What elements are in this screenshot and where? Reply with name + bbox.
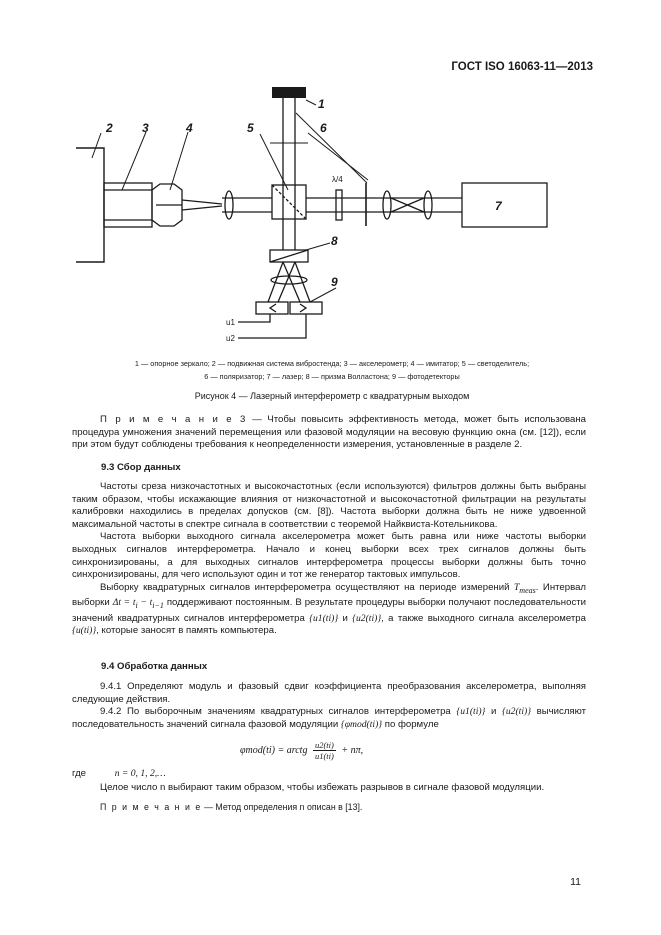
vibrator-body	[76, 148, 104, 262]
text: и	[485, 706, 503, 718]
formula-numerator: u2(ti)	[314, 740, 334, 750]
note-3-label: П р и м е ч а н и е 3	[100, 414, 247, 425]
text: , а также выходного сигнала акселерометра	[381, 612, 586, 624]
quarter-wave-plate	[336, 190, 342, 220]
label-3: 3	[142, 121, 149, 135]
lens-right-2	[424, 191, 432, 219]
formula-part: Δt = t	[112, 597, 136, 609]
section-9-3-heading: 9.3 Сбор данных	[101, 462, 181, 473]
legend-line-2: 6 — поляризатор; 7 — лазер; 8 — призма Волластона; 9 — фотодетекторы	[204, 372, 460, 381]
label-5: 5	[247, 121, 254, 135]
paragraph	[72, 582, 586, 638]
note-3	[72, 414, 586, 452]
lens-right-1	[383, 191, 391, 219]
label-8: 8	[331, 234, 338, 248]
phase-formula	[240, 740, 363, 761]
where-line	[72, 768, 586, 781]
interferometer-diagram	[0, 0, 661, 360]
section-9-4-body	[72, 681, 586, 731]
figure-legend	[62, 357, 602, 383]
seq-u1: {u1(ti)}	[456, 706, 486, 718]
seq-u2: {u2(ti)}	[502, 706, 532, 718]
reference-mirror	[272, 87, 306, 98]
paragraph: 9.4.1 Определяют модуль и фазовый сдвиг коэффициента преобразования акселерометра, выполняя следующие действия.	[72, 681, 586, 705]
text: . Интервал выборки	[72, 581, 586, 609]
paragraph-n-choice	[72, 782, 586, 795]
subscript: meas	[519, 585, 536, 595]
page-number: 11	[570, 876, 581, 888]
lens-left	[225, 191, 233, 219]
label-u1: u1	[226, 318, 235, 327]
symbol-T: T	[513, 581, 520, 593]
paragraph: Частоты среза низкочастотных и высокочастотных (если используются) фильтров должны быть выбраны таким образом, чтобы искажающие влияния от низкочастотной и высокочастотной фильтрации на результаты калибровки находились в пределах допусков (см. [8]). Частота выборки должна быть не ниже удвоенной максимальной частоты в спектре сигнала в соответствии с теоремой Найквиста-Котельникова.	[72, 481, 586, 530]
formula-lhs: φmod(ti) = arctg	[240, 744, 308, 756]
text: вычисляют последовательность значений сигнала фазовой модуляции	[72, 706, 586, 730]
seq-u1: {u1(ti)}	[309, 612, 339, 624]
label-u2: u2	[226, 334, 235, 343]
seq-u: {u(ti)}	[72, 625, 97, 637]
label-4: 4	[186, 121, 193, 135]
paragraph: Целое число n выбирают таким образом, чтобы избежать разрывов в сигнале фазовой модуляции.	[100, 782, 545, 793]
formula-rhs: + nπ,	[341, 744, 364, 756]
where-text: n = 0, 1, 2,…	[114, 768, 166, 779]
subscript: i−1	[152, 601, 164, 611]
seq-u2: {u2(ti)}	[352, 612, 382, 624]
where-label: где	[72, 768, 87, 779]
laser	[462, 183, 547, 227]
note-text: — Метод определения n описан в [13].	[201, 802, 363, 812]
seq-phi: {φmod(ti)}	[340, 718, 383, 730]
section-9-3-body	[72, 481, 586, 638]
figure-title: Рисунок 4 — Лазерный интерферометр с квадратурным выходом	[194, 391, 470, 401]
label-2: 2	[106, 121, 113, 135]
text: и	[338, 612, 353, 624]
label-7: 7	[495, 199, 502, 213]
text: Выборку квадратурных сигналов интерферометра осуществляют на периоде измерений	[100, 581, 514, 593]
note-n	[72, 801, 586, 814]
legend-line-1: 1 — опорное зеркало; 2 — подвижная система вибростенда; 3 — акселерометр; 4 — имитатор; 5 — светоделитель;	[134, 359, 530, 368]
label-lambda4: λ/4	[332, 175, 343, 184]
label-6: 6	[320, 121, 327, 135]
paragraph: Частота выборки выходного сигнала акселерометра может быть равна или ниже частоты выборки выходных сигналов интерферометра. Начало и конец выборки всех трех сигналов должны быть синхронизированы, а для выходных сигналов интерферометра процессы выборки должны быть точно синхронизированы, для чего используют один и тот же генератор тактовых импульсов.	[72, 531, 586, 581]
text: поддерживают постоянным. В результате процедуры выборки получают последовательности значений квадратурных сигналов интерферометра	[72, 597, 586, 624]
label-1: 1	[318, 97, 325, 111]
formula-fraction	[313, 740, 336, 761]
section-9-4-heading: 9.4 Обработка данных	[101, 661, 208, 672]
text: по формуле	[382, 718, 439, 730]
standard-designation: ГОСТ ISO 16063-11—2013	[451, 61, 593, 73]
text: , которые заносят в память компьютера.	[96, 625, 277, 637]
text: 9.4.2 По выборочным значениям квадратурных сигналов интерферометра	[100, 706, 457, 718]
note-3-text: — Чтобы повысить эффективность метода, может быть использована процедура умножения значений перемещения или фазовой модуляции на весовую функцию окна (см. [12]), если при этом будут соблюдены требования к неопределенности измерения, установленные в разделе 2.	[72, 414, 586, 451]
label-9: 9	[331, 275, 338, 289]
formula-part: − t	[137, 597, 153, 609]
formula-denominator: u1(ti)	[314, 751, 334, 761]
note-label: П р и м е ч а н и е	[100, 802, 202, 812]
subscript: i	[135, 601, 138, 611]
paragraph	[72, 706, 586, 731]
photodetector-left	[256, 302, 288, 314]
